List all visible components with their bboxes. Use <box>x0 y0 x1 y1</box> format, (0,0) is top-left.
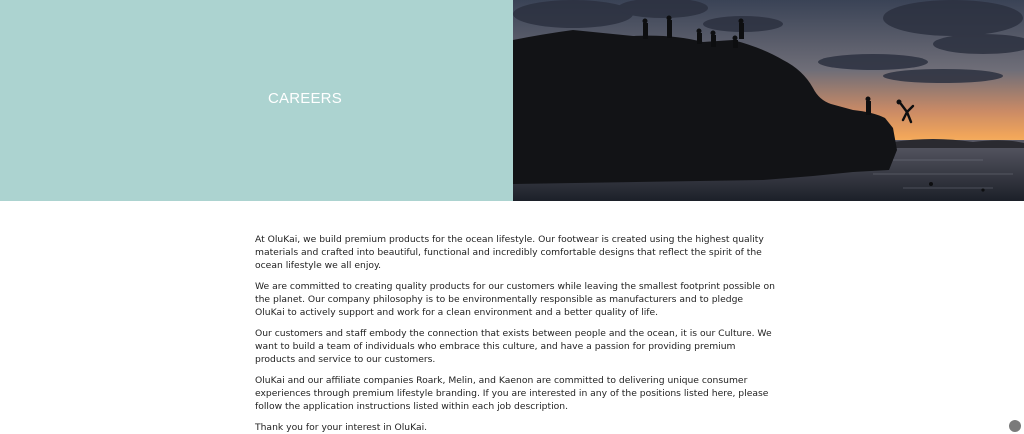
page-title: CAREERS <box>268 90 342 107</box>
chat-launcher-button[interactable] <box>1009 420 1021 432</box>
careers-intro <box>255 233 775 434</box>
hero-image <box>513 0 1024 201</box>
affiliates-paragraph: OluKai and our affiliate companies Roark, Melin, and Kaenon are committed to delivering unique consumer experiences through premium lifestyle branding. If you are interested in any of the positions listed here, please follow the application instructions listed within each job description. <box>255 375 769 412</box>
thank-you-paragraph: Thank you for your interest in OluKai. <box>255 422 428 433</box>
commitment-paragraph: We are committed to creating quality products for our customers while leaving the smallest footprint possible on the planet. Our company philosophy is to be environmentally responsible as manufacturers and to pledge OluKai to actively support and work for a clean environment and a better quality of life. <box>255 281 775 318</box>
hero-title-panel <box>0 0 513 201</box>
culture-paragraph: Our customers and staff embody the connection that exists between people and the ocean, it is our Culture. We want to build a team of individuals who embrace this culture, and have a passion for providing premium products and service to our customers. <box>255 328 772 365</box>
hero-banner <box>0 0 1024 201</box>
intro-paragraph: At OluKai, we build premium products for the ocean lifestyle. Our footwear is created using the highest quality materials and crafted into beautiful, functional and incredibly comfortable designs that reflect the spirit of the ocean lifestyle we all enjoy. <box>255 234 764 271</box>
sunset-cliff-illustration <box>513 0 1024 201</box>
